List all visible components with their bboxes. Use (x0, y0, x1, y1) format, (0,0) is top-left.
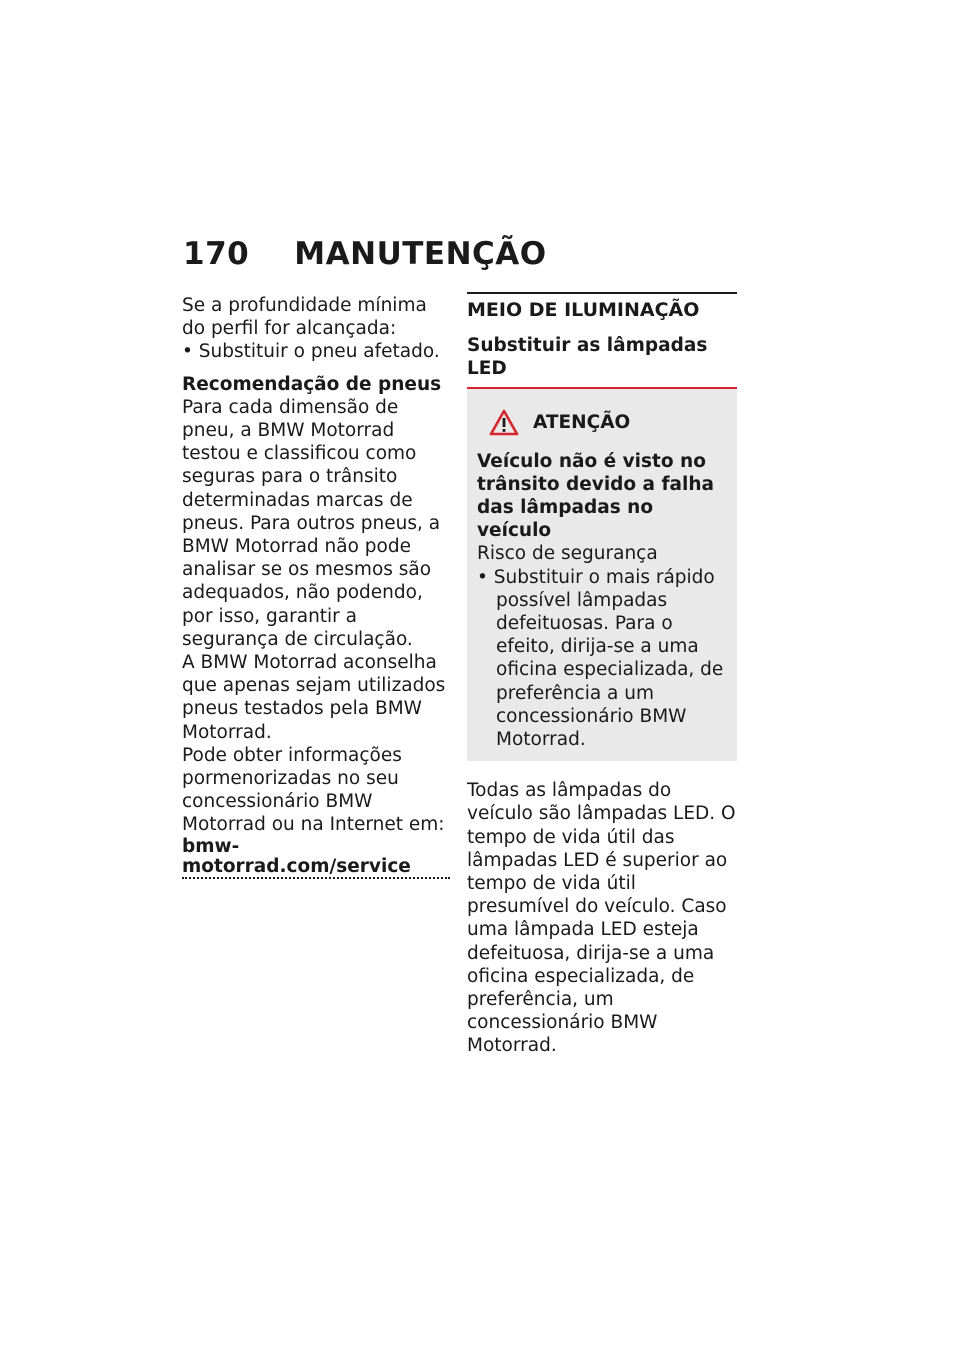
page-title: MANUTENÇÃO (294, 236, 547, 272)
left-column (182, 294, 450, 879)
warning-risk: Risco de segurança (477, 543, 658, 565)
warning-header (477, 409, 727, 436)
bullet-replace-tyre: • Substituir o pneu afetado. (182, 341, 440, 363)
warning-label: ATENÇÃO (533, 411, 631, 433)
paragraph-advice: A BMW Motorrad aconselha que apenas sejam utilizados pneus testados pela BMW Motorrad. (182, 652, 446, 743)
tyre-recommendation-heading: Recomendação de pneus (182, 373, 442, 395)
service-link[interactable]: bmw-motorrad.com/service (182, 837, 450, 879)
paragraph-tyre-testing: Para cada dimensão de pneu, a BMW Motorrad testou e classificou como seguras para o trânsito determinadas marcas de pneus. Para outros pneus, a BMW Motorrad não pode analisar se os mesmos são adequados, não podendo, por isso, garantir a segurança de circulação. (182, 396, 441, 650)
sub-title: Substituir as lâmpadas LED (467, 334, 737, 388)
paragraph-min-depth: Se a profundidade mínima do perfil for alcançada: (182, 295, 427, 340)
warning-action-bullet: • Substituir o mais rápido possível lâmpadas defeituosas. Para o efeito, dirija-se a uma oficina especializada, de preferência a um concessionário BMW Motorrad. (477, 566, 724, 751)
warning-headline: Veículo não é visto no trânsito devido a falha das lâmpadas no veículo (477, 450, 715, 542)
page-number: 170 (183, 236, 250, 272)
warning-box (467, 389, 737, 762)
page-header (183, 236, 547, 272)
warning-triangle-icon (489, 409, 519, 436)
paragraph-led-info: Todas as lâmpadas do veículo são lâmpadas LED. O tempo de vida útil das lâmpadas LED é superior ao tempo de vida útil presumível do veículo. Caso uma lâmpada LED esteja defeituosa, dirija-se a uma oficina especializada, de preferência, um concessionário BMW Motorrad. (467, 780, 736, 1057)
right-column (467, 292, 737, 1058)
paragraph-more-info: Pode obter informações pormenorizadas no seu concessionário BMW Motorrad ou na Internet em: (182, 744, 445, 836)
section-title: MEIO DE ILUMINAÇÃO (467, 292, 737, 322)
